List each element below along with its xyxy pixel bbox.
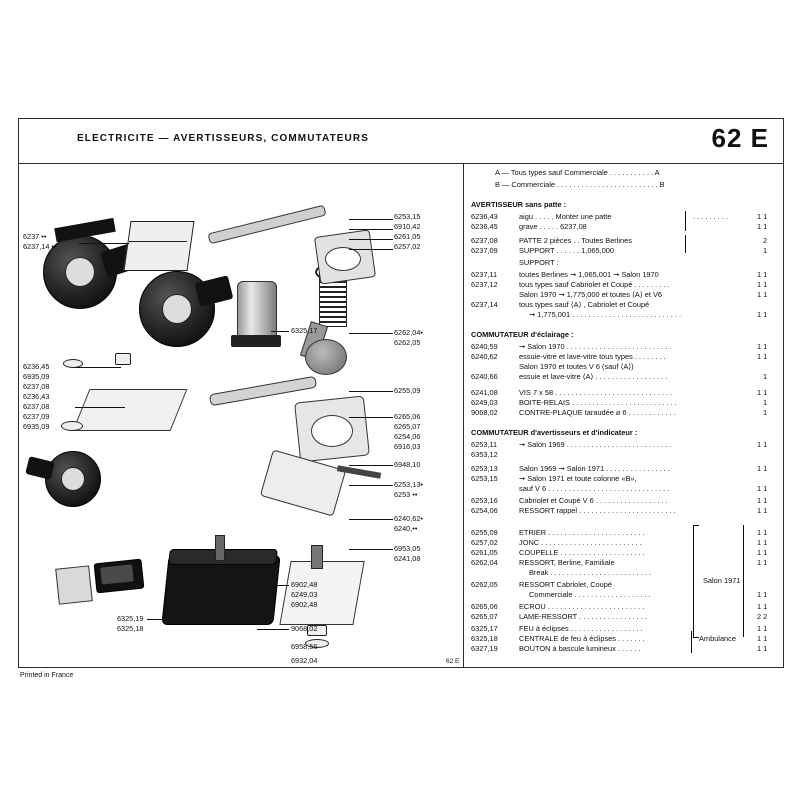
part-qty: 1 1 — [757, 464, 768, 473]
part-ref: 6325,18 — [471, 634, 498, 643]
part-desc: CENTRALE de feu à éclipses . . . . . . . — [519, 634, 645, 643]
part-ref: 6237,14 — [471, 300, 498, 309]
callout-label: 6958,56 — [291, 642, 318, 651]
beacon-base — [231, 335, 281, 347]
part-qty: 1 1 — [757, 644, 768, 653]
part-qty: 1 1 — [757, 352, 768, 361]
leader-line — [257, 629, 289, 630]
section-title: AVERTISSEUR sans patte : — [471, 200, 567, 209]
group-bracket — [693, 525, 694, 637]
part-ref: 6255,09 — [471, 528, 498, 537]
part-desc: Commerciale . . . . . . . . . . . . . . . . . . . — [529, 590, 651, 599]
callout-label: 6237 •• — [23, 232, 47, 241]
relay-box — [161, 555, 280, 625]
part-ref: 6249,03 — [471, 398, 498, 407]
part-desc: CONTRE-PLAQUE taraudée ⌀ 6 . . . . . . . . . . . . — [519, 408, 676, 417]
section-title: COMMUTATEUR d'avertisseurs et d'indicateur : — [471, 428, 638, 437]
column-clamp — [260, 449, 346, 516]
section-title: COMMUTATEUR d'éclairage : — [471, 330, 574, 339]
part-qty: 1 — [763, 408, 768, 417]
callout-label: 6257,02 — [394, 242, 421, 251]
part-desc: tous types sauf ⟨A⟩ , Cabriolet et Coupé — [519, 300, 650, 309]
bracket-edge-line — [129, 241, 187, 242]
callout-label: 6255,09 — [394, 386, 421, 395]
part-desc: essuie-vitre et lave-vitre tous types . . . . . . . . — [519, 352, 666, 361]
leader-line — [349, 391, 393, 392]
part-qty: 1 — [763, 372, 768, 381]
contact-disc — [305, 339, 347, 375]
part-qty: 1 1 — [757, 270, 768, 279]
callout-label: 6236,43 — [23, 392, 50, 401]
callout-label: 6237,08 — [23, 402, 50, 411]
callout-label: 6254,06 — [394, 432, 421, 441]
callout-label: 6236,45 — [23, 362, 50, 371]
leader-line — [75, 407, 125, 408]
legend-a: A — Tous types sauf Commerciale . . . . . . . . . . . A — [495, 168, 660, 177]
callout-label: 6253,15 — [394, 212, 421, 221]
stalk-lever-upper — [207, 205, 326, 245]
part-qty: 1 1 — [757, 212, 768, 221]
column-divider — [463, 163, 464, 667]
leader-line — [349, 249, 393, 250]
part-qty: 1 1 — [757, 602, 768, 611]
part-qty: 1 1 — [757, 506, 768, 515]
horn-small-trumpet — [25, 456, 55, 480]
part-ref: 6240,66 — [471, 372, 498, 381]
part-desc: essuie et lave-vitre ⟨A⟩ . . . . . . . . . . . . . . . . . . — [519, 372, 668, 381]
part-qty: 1 1 — [757, 310, 768, 319]
plate-bolt — [311, 545, 323, 569]
part-desc: ➞ Salon 1969 . . . . . . . . . . . . . . . . . . . . . . . . . . — [519, 440, 672, 449]
part-desc: tous types sauf Cabriolet et Coupé . . . . . . . . . — [519, 280, 670, 289]
part-desc: toutes Berlines ➞ 1,065,001 ➞ Salon 1970 — [519, 270, 659, 279]
part-qty: 1 1 — [757, 440, 768, 449]
part-desc: COUPELLE . . . . . . . . . . . . . . . . . . . . . — [519, 548, 645, 557]
part-ref: 6240,59 — [471, 342, 498, 351]
relay-block-small — [55, 565, 93, 604]
part-desc: FEU à éclipses . . . . . . . . . . . . . . . . . . — [519, 624, 643, 633]
part-ref: 6241,08 — [471, 388, 498, 397]
callout-label: 6910,42 — [394, 222, 421, 231]
part-desc: LAME-RESSORT . . . . . . . . . . . . . . . . . — [519, 612, 647, 621]
callout-label: 6935,09 — [23, 372, 50, 381]
part-ref: 6236,45 — [471, 222, 498, 231]
leader-line — [349, 229, 393, 230]
part-ref: 6253,13 — [471, 464, 498, 473]
part-desc: aigu . . . . . Monter une patte — [519, 212, 612, 221]
part-ref: 9068,02 — [471, 408, 498, 417]
sheet-header — [19, 119, 783, 164]
callout-label: 6237,14 •• — [23, 242, 57, 251]
part-desc: Break . . . . . . . . . . . . . . . . . . . . . . . . . — [529, 568, 651, 577]
callout-label: 6935,09 — [23, 422, 50, 431]
part-desc: ➞ 1,775,001 . . . . . . . . . . . . . . . . . . . . . . . . . . . — [529, 310, 682, 319]
part-desc: JONC . . . . . . . . . . . . . . . . . . . . . . . . . — [519, 538, 642, 547]
part-ref: 6237,08 — [471, 236, 498, 245]
print-notice: Printed in France — [20, 672, 74, 679]
part-ref: 6253,16 — [471, 496, 498, 505]
callout-label: 6241,08 — [394, 554, 421, 563]
horn-mount-bracket — [123, 221, 194, 271]
group-bracket — [685, 235, 686, 253]
switch-collar-middle — [311, 415, 353, 447]
part-ref: 6261,05 — [471, 548, 498, 557]
part-ref: 6265,07 — [471, 612, 498, 621]
callout-label: 6237,09 — [23, 412, 50, 421]
part-desc: Cabriolet et Coupé V 6 . . . . . . . . . . . . . . . . . . — [519, 496, 668, 505]
part-qty: 1 1 — [757, 280, 768, 289]
legend-b: B — Commerciale . . . . . . . . . . . . . . . . . . . . . . . . . B — [495, 180, 665, 189]
part-desc: RESSORT Cabriolet, Coupé — [519, 580, 612, 589]
leader-line — [349, 549, 393, 550]
callout-label: 6932,04 — [291, 656, 318, 665]
callout-label: 6902,48 — [291, 600, 318, 609]
part-desc: BOUTON à bascule lumineux . . . . . . — [519, 644, 641, 653]
rocker-switch-face — [100, 564, 134, 584]
part-ref: 6237,12 — [471, 280, 498, 289]
part-desc: grave . . . . . 6237,08 — [519, 222, 587, 231]
callout-label: 6240,•• — [394, 524, 418, 533]
group-bracket — [743, 525, 744, 637]
page-title: ELECTRICITE — AVERTISSEURS, COMMUTATEURS — [77, 133, 369, 144]
leader-line — [349, 333, 393, 334]
part-desc: VIS 7 x 58 . . . . . . . . . . . . . . . . . . . . . . . . . . . . . — [519, 388, 673, 397]
part-qty: 1 1 — [757, 624, 768, 633]
part-qty: 1 1 — [757, 548, 768, 557]
part-qty: 1 1 — [757, 388, 768, 397]
callout-label: 6325,19 — [117, 614, 144, 623]
callout-label: 6262,05 — [394, 338, 421, 347]
mount-plate — [73, 389, 188, 431]
relay-stud — [215, 535, 225, 561]
part-desc: ETRIER . . . . . . . . . . . . . . . . . . . . . . . . — [519, 528, 645, 537]
part-desc: ECROU . . . . . . . . . . . . . . . . . . . . . . . . — [519, 602, 645, 611]
callout-label: 6240,62• — [394, 514, 423, 523]
leader-line — [349, 485, 393, 486]
part-qty: 1 1 — [757, 484, 768, 493]
part-qty: 1 — [763, 246, 768, 255]
callout-label: 6948,10 — [394, 460, 421, 469]
callout-label: 9068,02 — [291, 624, 318, 633]
part-ref: 6254,06 — [471, 506, 498, 515]
group-bracket-label: Ambulance — [699, 634, 736, 643]
part-ref: 6236,43 — [471, 212, 498, 221]
part-qty: 1 — [763, 398, 768, 407]
page-code: 62 E — [711, 123, 769, 153]
part-qty: 2 — [763, 236, 768, 245]
part-desc: Salon 1970 et toutes V 6 (sauf ⟨A⟩) — [519, 362, 634, 371]
callout-label: 6253,13• — [394, 480, 423, 489]
group-bracket — [685, 211, 686, 231]
leader-line — [349, 519, 393, 520]
leader-line — [79, 243, 129, 244]
group-bracket — [691, 631, 692, 653]
part-qty: 1 1 — [757, 528, 768, 537]
footer-page-code: 62 E — [446, 658, 460, 665]
part-ref: 6353,12 — [471, 450, 498, 459]
group-bracket — [693, 637, 699, 638]
part-ref: 6265,06 — [471, 602, 498, 611]
part-ref: 6262,05 — [471, 580, 498, 589]
part-desc: Salon 1970 ➞ 1,775,000 et toutes ⟨A⟩ et V6 — [519, 290, 663, 299]
part-desc: ➞ Salon 1971 et toute colonne «B», — [519, 474, 637, 483]
leader-line — [251, 585, 289, 586]
part-qty: 2 2 — [757, 612, 768, 621]
part-ref: 6327,19 — [471, 644, 498, 653]
part-desc: RESSORT, Berline, Familiale — [519, 558, 615, 567]
leader-line — [147, 619, 173, 620]
callout-label: 6953,05 — [394, 544, 421, 553]
part-ref: 6253,11 — [471, 440, 498, 449]
part-desc: BOITE-RELAIS . . . . . . . . . . . . . . . . . . . . . . . . . . — [519, 398, 677, 407]
part-desc: SUPPORT : — [519, 258, 559, 267]
callout-label: 6916,03 — [394, 442, 421, 451]
part-desc: SUPPORT . . . . . . 1,065,000 — [519, 246, 615, 255]
callout-label: 6261,05 — [394, 232, 421, 241]
horn-hub-upper — [65, 257, 95, 287]
part-ref: 6240,62 — [471, 352, 498, 361]
horn-hub-lower — [162, 294, 192, 324]
nut-1 — [115, 353, 131, 365]
part-bracket: . . . . . . . . . — [693, 212, 728, 221]
leader-line — [271, 331, 289, 332]
callout-label: 6265,07 — [394, 422, 421, 431]
callout-label: 6249,03 — [291, 590, 318, 599]
part-qty: 1 1 — [757, 290, 768, 299]
group-bracket-label: Salon 1971 — [703, 576, 741, 585]
part-qty: 1 1 — [757, 342, 768, 351]
part-ref: 6237,09 — [471, 246, 498, 255]
callout-label: 6902,48 — [291, 580, 318, 589]
part-qty: 1 1 — [757, 590, 768, 599]
parts-list — [471, 167, 779, 665]
part-ref: 6257,02 — [471, 538, 498, 547]
exploded-diagram — [19, 163, 463, 667]
part-desc: sauf V 6 . . . . . . . . . . . . . . . . . . . . . . . . . . . . . . — [519, 484, 670, 493]
part-desc: Salon 1969 ➞ Salon 1971 . . . . . . . . . . . . . . . . — [519, 464, 670, 473]
group-bracket — [693, 525, 699, 526]
part-qty: 1 1 — [757, 496, 768, 505]
part-qty: 1 1 — [757, 634, 768, 643]
leader-line — [75, 367, 121, 368]
callout-label: 6325,18 — [117, 624, 144, 633]
part-desc: PATTE 2 pièces . . Toutes Berlines — [519, 236, 632, 245]
switch-collar-upper — [325, 247, 361, 271]
leader-line — [349, 417, 393, 418]
callout-label: 6325,17 — [291, 326, 318, 335]
part-desc: RESSORT rappel . . . . . . . . . . . . . . . . . . . . . . . . — [519, 506, 676, 515]
part-qty: 1 1 — [757, 538, 768, 547]
part-ref: 6325,17 — [471, 624, 498, 633]
part-qty: 1 1 — [757, 222, 768, 231]
washer-2 — [61, 421, 83, 431]
leader-line — [349, 239, 393, 240]
part-qty: 1 1 — [757, 558, 768, 567]
horn-small-hub — [61, 467, 85, 491]
part-ref: 6262,04 — [471, 558, 498, 567]
leader-line — [349, 465, 393, 466]
leader-line — [349, 219, 393, 220]
callout-label: 6265,06 — [394, 412, 421, 421]
catalog-sheet — [18, 118, 784, 668]
callout-label: 6237,08 — [23, 382, 50, 391]
callout-label: 6253 •• — [394, 490, 418, 499]
part-ref: 6237,11 — [471, 270, 498, 279]
part-desc: ➞ Salon 1970 . . . . . . . . . . . . . . . . . . . . . . . . . . — [519, 342, 672, 351]
callout-label: 6262,04• — [394, 328, 423, 337]
part-ref: 6253,15 — [471, 474, 498, 483]
